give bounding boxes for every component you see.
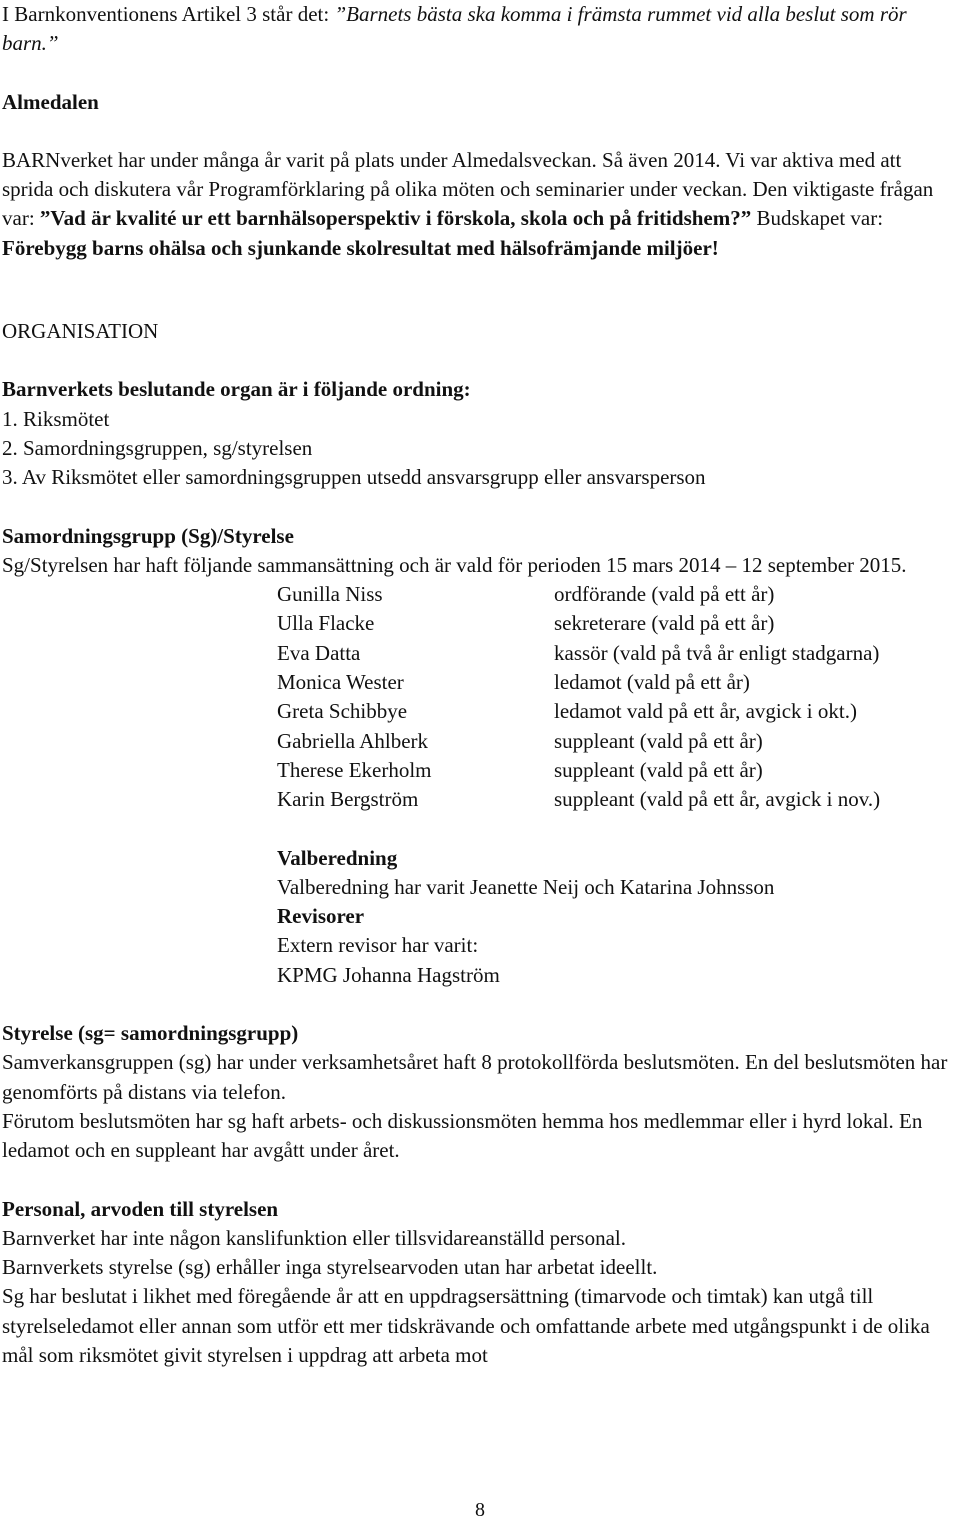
samordningsgrupp-text: Sg/Styrelsen har haft följande sammansättning och är vald för perioden 15 mars 2014 – 12 september 2015. — [2, 552, 907, 577]
almedalen-heading: Almedalen — [2, 89, 99, 114]
member-name: Gabriella Ahlberk — [277, 728, 429, 753]
styrelse-paragraph: Samverkansgruppen (sg) har under verksamhetsåret haft 8 protokollförda beslutsmöten. En del beslutsmöten har genomförts på distans via telefon. — [2, 1050, 948, 1104]
member-row — [277, 609, 954, 638]
member-role: ledamot (vald på ett år) — [554, 670, 750, 695]
member-row — [277, 756, 954, 785]
revisorer-line: KPMG Johanna Hagström — [277, 962, 500, 987]
valberedning-text: Valberedning har varit Jeanette Neij och Katarina Johnsson — [277, 874, 775, 899]
intro-quote: ”Barnets bästa ska komma i främsta rummet vid alla beslut som rör barn.” — [2, 2, 907, 56]
samordningsgrupp-heading: Samordningsgrupp (Sg)/Styrelse — [2, 523, 294, 548]
member-role: sekreterare (vald på ett år) — [554, 611, 775, 636]
organisation-subheading: Barnverkets beslutande organ är i följande ordning: — [2, 377, 471, 402]
almedalen-message: Förebygg barns ohälsa och sjunkande skolresultat med hälsofrämjande miljöer! — [2, 235, 719, 260]
organisation-item: 1. Riksmötet — [2, 406, 110, 431]
member-row — [277, 639, 954, 668]
member-name: Gunilla Niss — [277, 582, 383, 607]
personal-heading: Personal, arvoden till styrelsen — [2, 1196, 279, 1221]
member-row — [277, 727, 954, 756]
member-row — [277, 668, 954, 697]
valberedning-revisorer-block — [277, 844, 954, 990]
intro-text: I Barnkonventionens Artikel 3 står det: — [2, 2, 335, 26]
member-row — [277, 785, 954, 814]
member-role: suppleant (vald på ett år) — [554, 728, 763, 753]
organisation-heading: ORGANISATION — [2, 319, 159, 344]
member-role: suppleant (vald på ett år) — [554, 757, 763, 782]
almedalen-text-2: Budskapet var: — [751, 206, 884, 231]
page-number: 8 — [475, 1499, 485, 1521]
member-name: Karin Bergström — [277, 787, 419, 812]
almedalen-text: BARNverket har under många år varit på plats under Almedalsveckan. Så även 2014. Vi var aktiva med att sprida och diskutera vår Programförklaring på olika möten och seminarier under veckan. Den viktigaste frågan var: — [2, 147, 934, 231]
member-name: Ulla Flacke — [277, 611, 375, 636]
member-role: ordförande (vald på ett år) — [554, 582, 775, 607]
almedalen-question: ”Vad är kvalité ur ett barnhälsoperspektiv i förskola, skola och på fritidshem?” — [39, 206, 752, 231]
member-name: Therese Ekerholm — [277, 757, 432, 782]
member-role: kassör (vald på två år enligt stadgarna) — [554, 640, 880, 665]
personal-paragraph: Sg har beslutat i likhet med föregående år att en uppdragsersättning (timarvode och timtak) kan utgå till styrelseledamot eller annan som utför ett mer tidskrävande och omfattande arbete med utgångspunkt i de olika mål som riksmötet givit styrelsen i uppdrag att arbeta mot — [2, 1284, 930, 1367]
personal-paragraph: Barnverkets styrelse (sg) erhåller inga styrelsearvoden utan har arbetat ideellt. — [2, 1255, 658, 1280]
valberedning-heading: Valberedning — [277, 845, 398, 870]
revisorer-heading: Revisorer — [277, 904, 365, 929]
revisorer-line: Extern revisor har varit: — [277, 933, 479, 958]
organisation-item: 2. Samordningsgruppen, sg/styrelsen — [2, 435, 313, 460]
member-row — [277, 580, 954, 609]
intro-paragraph — [2, 0, 954, 59]
member-role: ledamot vald på ett år, avgick i okt.) — [554, 699, 857, 724]
styrelse-paragraph: Förutom beslutsmöten har sg haft arbets- och diskussionsmöten hemma hos medlemmar eller i hyrd lokal. En ledamot och en suppleant har avgått under året. — [2, 1108, 923, 1163]
member-row — [277, 697, 954, 726]
member-name: Eva Datta — [277, 640, 361, 665]
member-name: Monica Wester — [277, 670, 404, 695]
organisation-item: 3. Av Riksmötet eller samordningsgruppen utsedd ansvarsgrupp eller ansvarsperson — [2, 465, 706, 490]
styrelse-heading: Styrelse (sg= samordningsgrupp) — [2, 1021, 299, 1046]
member-name: Greta Schibbye — [277, 699, 408, 724]
almedalen-paragraph — [2, 146, 954, 263]
personal-paragraph: Barnverket har inte någon kanslifunktion eller tillsvidareanställd personal. — [2, 1225, 626, 1250]
document-page — [2, 0, 954, 1370]
member-list — [277, 580, 954, 814]
member-role: suppleant (vald på ett år, avgick i nov.) — [554, 787, 881, 812]
